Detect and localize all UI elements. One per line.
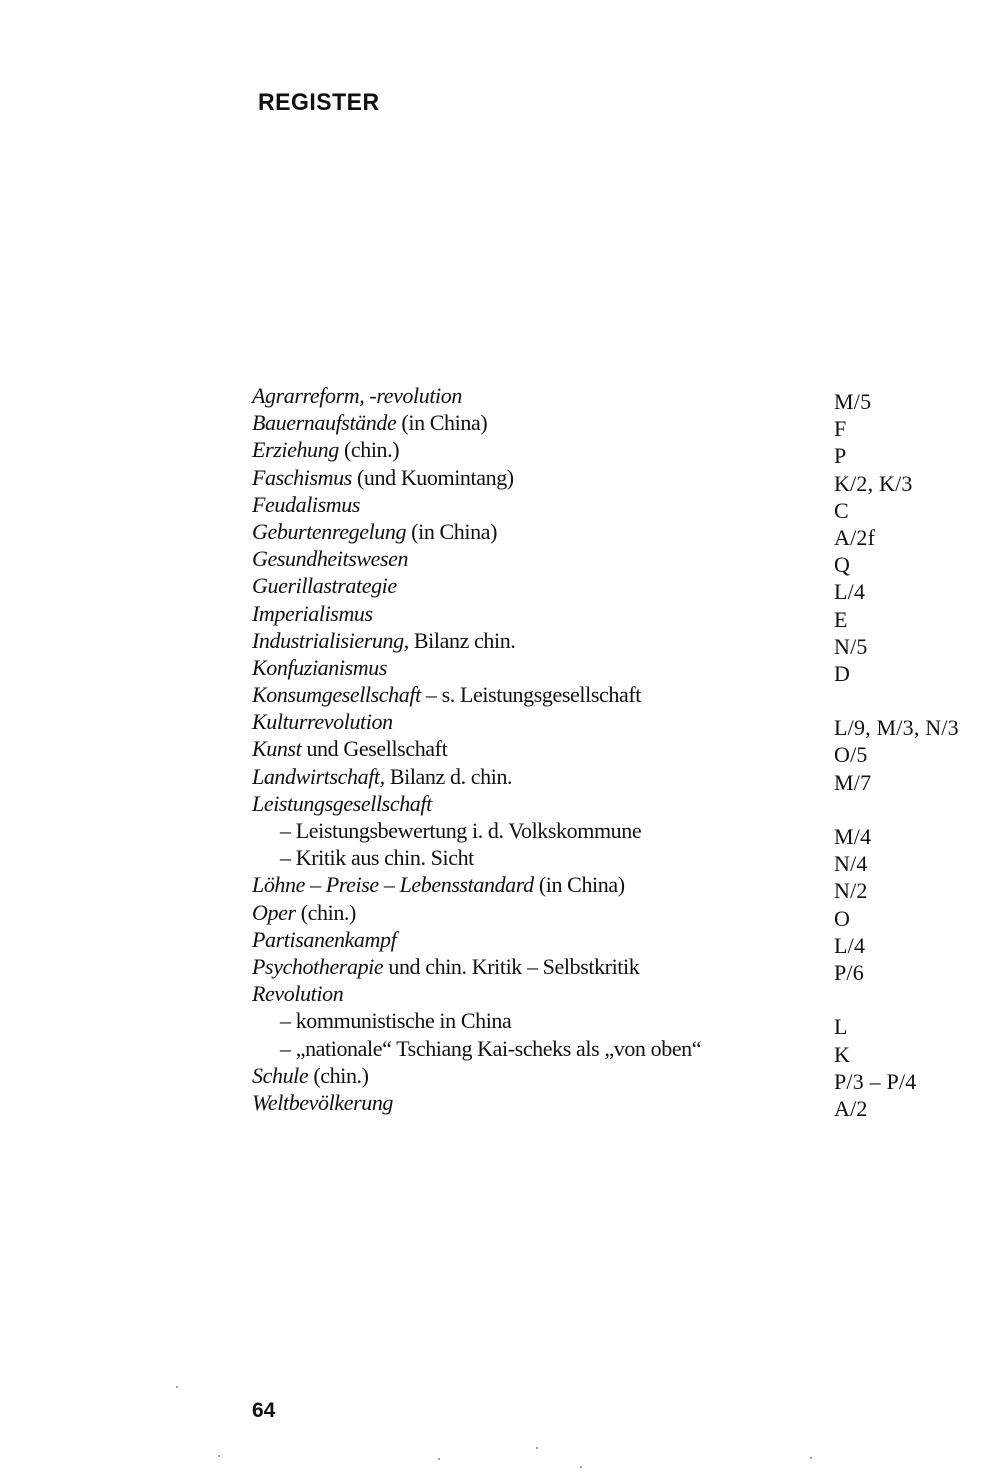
index-term [280,1007,511,1034]
index-entry [252,379,992,414]
scan-speck [438,1458,440,1460]
index-term [252,681,641,708]
index-reference: N/2 [834,878,868,904]
index-reference: A/2f [834,524,876,550]
index-keyword: Erziehung [252,437,339,463]
index-term [252,464,514,491]
page-title: REGISTER [258,88,380,116]
index-reference: D [834,660,851,686]
index-reference: P/3 – P/4 [834,1068,917,1094]
index-term [252,545,408,572]
index-term [252,436,399,463]
index-term [252,708,393,735]
index-entry [252,678,992,708]
index-entry [252,624,992,659]
index-qualifier: Bilanz d. chin. [384,763,513,789]
index-keyword: Kunst [252,736,302,762]
index-keyword: Schule [252,1062,309,1088]
index-reference: A/2 [834,1095,868,1121]
index-entry [252,515,992,550]
index-reference: M/4 [834,824,872,849]
index-term [252,1062,369,1089]
index-entry [252,1086,992,1121]
index-reference: L/4 [834,932,866,958]
index-subentry [252,841,992,877]
index-list [252,379,992,1121]
index-entry [252,732,992,768]
index-keyword: Industrialisierung, [252,627,409,653]
index-keyword: Imperialismus [252,600,373,626]
index-qualifier: (und Kuomintang) [351,464,514,490]
index-qualifier: – „nationale“ Tschiang Kai-scheks als „von oben“ [280,1035,702,1061]
index-term [252,1089,393,1116]
index-keyword: Konfuzianismus [252,654,387,680]
index-keyword: Psychotherapie [252,953,384,979]
index-subentry [252,1032,992,1067]
index-qualifier: und Gesellschaft [301,736,448,762]
index-entry [252,433,992,469]
index-term [252,735,447,762]
index-reference: Q [834,552,851,578]
index-entry [252,597,992,632]
index-qualifier: (in China) [406,518,497,544]
index-entry [252,705,992,741]
index-reference: L/9, M/3, N/3 [834,715,959,741]
index-qualifier: – s. Leistungsgesellschaft [420,682,641,708]
index-entry [252,461,992,496]
index-keyword: Löhne – Preise – Lebensstandard [252,872,534,898]
index-keyword: Kulturrevolution [252,709,393,735]
index-keyword: Revolution [252,981,344,1007]
index-keyword: Agrarreform, -revolution [252,383,462,408]
index-entry [252,542,992,578]
scan-speck [580,1466,582,1468]
index-entry [252,896,992,931]
scan-speck [176,1386,178,1388]
index-qualifier: – Leistungsbewertung i. d. Volkskommune [280,818,642,843]
index-entry [252,868,992,904]
index-entry [252,950,992,985]
index-term [252,409,487,436]
index-keyword: Faschismus [252,464,352,490]
index-term [252,572,397,599]
index-keyword: Leistungsgesellschaft [252,790,432,816]
index-entry [252,1059,992,1094]
index-term [252,627,515,654]
scan-speck [536,1447,538,1449]
index-term [252,980,343,1007]
index-subentry [252,814,992,849]
index-reference: N/4 [834,851,868,877]
index-entry [252,977,992,1007]
index-reference: K [834,1041,851,1067]
index-qualifier: (in China) [533,872,625,898]
index-term [252,899,356,926]
index-qualifier: – Kritik aus chin. Sicht [280,845,474,871]
index-entry [252,923,992,958]
index-keyword: Gesundheitswesen [252,546,409,572]
index-keyword: Konsumgesellschaft [252,682,421,708]
scan-speck [218,1455,220,1457]
index-qualifier: und chin. Kritik – Selbstkritik [383,953,640,979]
index-keyword: Guerillastrategie [252,573,397,599]
index-entry [252,651,992,686]
index-term [252,871,625,898]
index-reference: O/5 [834,742,868,768]
index-term [280,844,474,871]
index-keyword: Weltbevölkerung [252,1089,394,1115]
index-term [252,518,497,545]
index-reference: C [834,497,849,523]
index-keyword: Feudalismus [252,491,361,517]
index-keyword: Bauernaufstände [252,410,397,436]
index-term [280,1035,701,1062]
index-reference: N/5 [834,633,868,659]
index-qualifier: (chin.) [308,1062,369,1088]
index-reference: P [834,443,847,469]
scan-speck [810,1457,812,1459]
index-reference: L/4 [834,579,866,605]
index-subentry [252,1004,992,1040]
index-keyword: Oper [252,899,296,925]
index-entry [252,760,992,795]
index-entry [252,406,992,442]
index-reference: K/2, K/3 [834,470,913,496]
index-term [252,763,512,790]
index-term [252,654,387,681]
index-qualifier: (chin.) [338,437,400,463]
index-term [252,790,432,817]
index-term [252,491,360,518]
index-reference: E [834,606,848,632]
page-number: 64 [252,1399,276,1422]
index-entry [252,787,992,814]
index-reference: M/7 [834,769,872,795]
index-reference: L [834,1014,848,1040]
index-term [252,926,396,953]
index-entry [252,488,992,523]
index-reference: P/6 [834,959,864,985]
index-qualifier: (in China) [396,410,488,436]
index-term [252,382,462,409]
index-term [280,817,641,844]
index-reference: O [834,905,851,931]
index-keyword: Geburtenregelung [252,518,407,544]
index-reference: M/5 [834,389,872,414]
index-entry [252,569,992,605]
index-reference: F [834,416,847,442]
index-qualifier: – kommunistische in China [280,1008,512,1034]
index-keyword: Partisanenkampf [252,926,397,952]
index-qualifier: (chin.) [295,899,356,925]
index-qualifier: Bilanz chin. [408,627,516,653]
index-term [252,600,373,627]
index-keyword: Landwirtschaft, [252,763,385,789]
index-term [252,953,639,980]
